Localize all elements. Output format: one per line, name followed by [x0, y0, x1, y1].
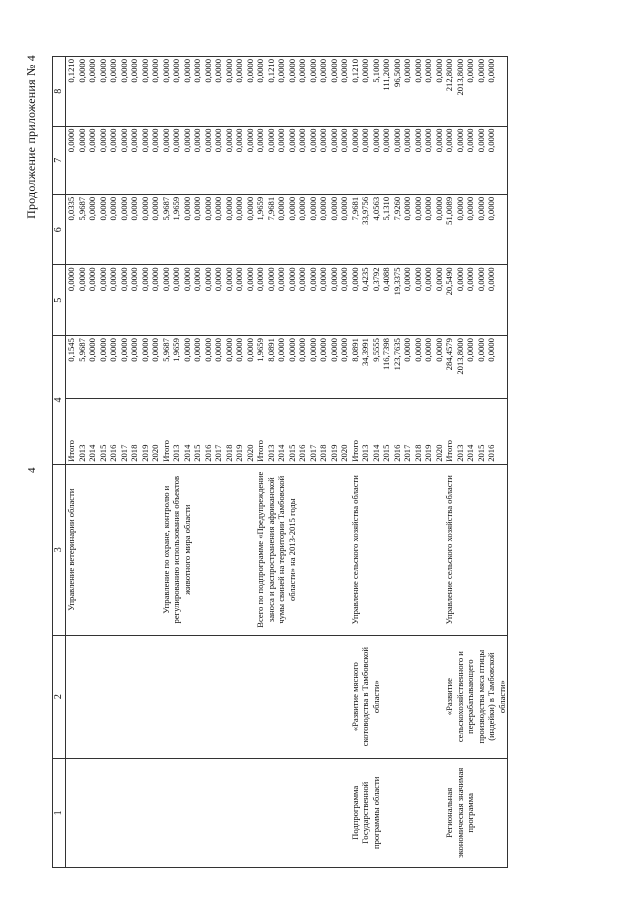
value-cell-c4: 1,9659 8,0891 0,0000 0,0000 0,0000 0,0000 0,0000 0,0000 0,0000 [255, 336, 350, 399]
value-cell-c7: 0,0000 0,0000 0,0000 0,0000 0,0000 0,0000 0,0000 0,0000 0,0000 [255, 126, 350, 194]
executor-cell: Управление ветеринарии области [66, 464, 161, 635]
page-number: 4 [26, 467, 38, 473]
value-cell-c8: 0,1210 0,0000 5,1000 111,2000 96,5000 0,0000 0,0000 0,0000 0,0000 [350, 57, 445, 127]
program-name-cell: «Развитие мясного скотоводства в Тамбовской области» [350, 635, 445, 758]
years-cell: Итого 2013 2014 2015 2016 [444, 398, 508, 464]
program-type-cell: Подпрограмма Государственной программы области [350, 758, 445, 867]
program-type-cell [66, 758, 161, 867]
value-cell-c5: 0,0000 0,4235 0,3792 0,4088 19,3375 0,0000 0,0000 0,0000 0,0000 [350, 265, 445, 336]
program-name-cell [255, 635, 350, 758]
col-header-4: 4 [53, 336, 66, 465]
table-row [66, 57, 161, 868]
value-cell-c8: 212,8000 2013,8000 0,0000 0,0000 0,0000 [444, 57, 508, 127]
executor-cell: Управление сельского хозяйства области [350, 464, 445, 635]
value-cell-c4: 8,0891 34,3991 9,5555 116,7398 123,7635 0,0000 0,0000 0,0000 0,0000 [350, 336, 445, 399]
years-cell: Итого 2013 2014 2015 2016 2017 2018 2019 2020 [161, 398, 256, 464]
executor-cell: Всего по подпрограмме «Предупреждение заноса и распространения африканской чумы свиней на территории Тамбовской области» на 2013-2015 годы [255, 464, 350, 635]
value-cell-c8: 0,1210 0,0000 0,0000 0,0000 0,0000 0,0000 0,0000 0,0000 0,0000 [66, 57, 161, 127]
program-type-cell: Региональная экономическая значимая программа [444, 758, 508, 867]
value-cell-c6: 1,9659 7,9681 0,0000 0,0000 0,0000 0,0000 0,0000 0,0000 0,0000 [255, 194, 350, 265]
col-header-6: 6 [53, 194, 66, 265]
value-cell-c8: 0,0000 0,0000 0,0000 0,0000 0,0000 0,0000 0,0000 0,0000 0,0000 [161, 57, 256, 127]
program-type-cell [255, 758, 350, 867]
value-cell-c8: 0,0000 0,1210 0,0000 0,0000 0,0000 0,0000 0,0000 0,0000 0,0000 [255, 57, 350, 127]
value-cell-c6: 7,9681 33,9756 4,0563 5,1310 7,9260 0,0000 0,0000 0,0000 0,0000 [350, 194, 445, 265]
col-header-1: 1 [53, 758, 66, 867]
value-cell-c7: 0,0000 0,0000 0,0000 0,0000 0,0000 [444, 126, 508, 194]
value-cell-c4: 5,9687 1,9659 0,0000 0,0000 0,0000 0,0000 0,0000 0,0000 0,0000 [161, 336, 256, 399]
program-name-cell [66, 635, 161, 758]
executor-cell: Управление по охране, контролю и регулированию использования объектов животного мира области [161, 464, 256, 635]
budget-table [52, 56, 508, 868]
col-header-8: 8 [53, 57, 66, 127]
value-cell-c5: 0,0000 0,0000 0,0000 0,0000 0,0000 0,0000 0,0000 0,0000 0,0000 [161, 265, 256, 336]
years-cell: Итого 2013 2014 2015 2016 2017 2018 2019 2020 [255, 398, 350, 464]
value-cell-c6: 51,0089 0,0000 0,0000 0,0000 0,0000 [444, 194, 508, 265]
table-body [66, 57, 508, 868]
value-cell-c7: 0,0000 0,0000 0,0000 0,0000 0,0000 0,0000 0,0000 0,0000 0,0000 [350, 126, 445, 194]
table-row [444, 57, 508, 868]
program-type-cell [161, 758, 256, 867]
appendix-caption: Продолжение приложения № 4 [24, 55, 38, 219]
value-cell-c5: 0,0000 0,0000 0,0000 0,0000 0,0000 0,0000 0,0000 0,0000 0,0000 [255, 265, 350, 336]
value-cell-c5: 0,0000 0,0000 0,0000 0,0000 0,0000 0,0000 0,0000 0,0000 0,0000 [66, 265, 161, 336]
value-cell-c4: 284,4579 2013,8000 0,0000 0,0000 0,0000 [444, 336, 508, 399]
col-header-5: 5 [53, 265, 66, 336]
table-row [350, 57, 445, 868]
value-cell-c4: 0,1545 5,9687 0,0000 0,0000 0,0000 0,0000 0,0000 0,0000 0,0000 [66, 336, 161, 399]
table-row [161, 57, 256, 868]
value-cell-c7: 0,0000 0,0000 0,0000 0,0000 0,0000 0,0000 0,0000 0,0000 0,0000 [161, 126, 256, 194]
value-cell-c6: 5,9687 1,9659 0,0000 0,0000 0,0000 0,0000 0,0000 0,0000 0,0000 [161, 194, 256, 265]
value-cell-c5: 20,5490 0,0000 0,0000 0,0000 0,0000 [444, 265, 508, 336]
years-cell: Итого 2013 2014 2015 2016 2017 2018 2019 2020 [66, 398, 161, 464]
header-row [53, 57, 66, 868]
value-cell-c7: 0,0000 0,0000 0,0000 0,0000 0,0000 0,0000 0,0000 0,0000 0,0000 [66, 126, 161, 194]
years-cell: Итого 2013 2014 2015 2016 2017 2018 2019 2020 [350, 398, 445, 464]
executor-cell: Управление сельского хозяйства области [444, 464, 508, 635]
col-header-7: 7 [53, 126, 66, 194]
rotated-table-container [24, 53, 612, 868]
value-cell-c6: 0,0335 5,9687 0,0000 0,0000 0,0000 0,0000 0,0000 0,0000 0,0000 [66, 194, 161, 265]
table-row [255, 57, 350, 868]
col-header-3: 3 [53, 464, 66, 635]
col-header-2: 2 [53, 635, 66, 758]
program-name-cell [161, 635, 256, 758]
program-name-cell: «Развитие сельскохозяйственного и перерабатывающего производства мяса птицы (индейки) в Тамбовской области» [444, 635, 508, 758]
